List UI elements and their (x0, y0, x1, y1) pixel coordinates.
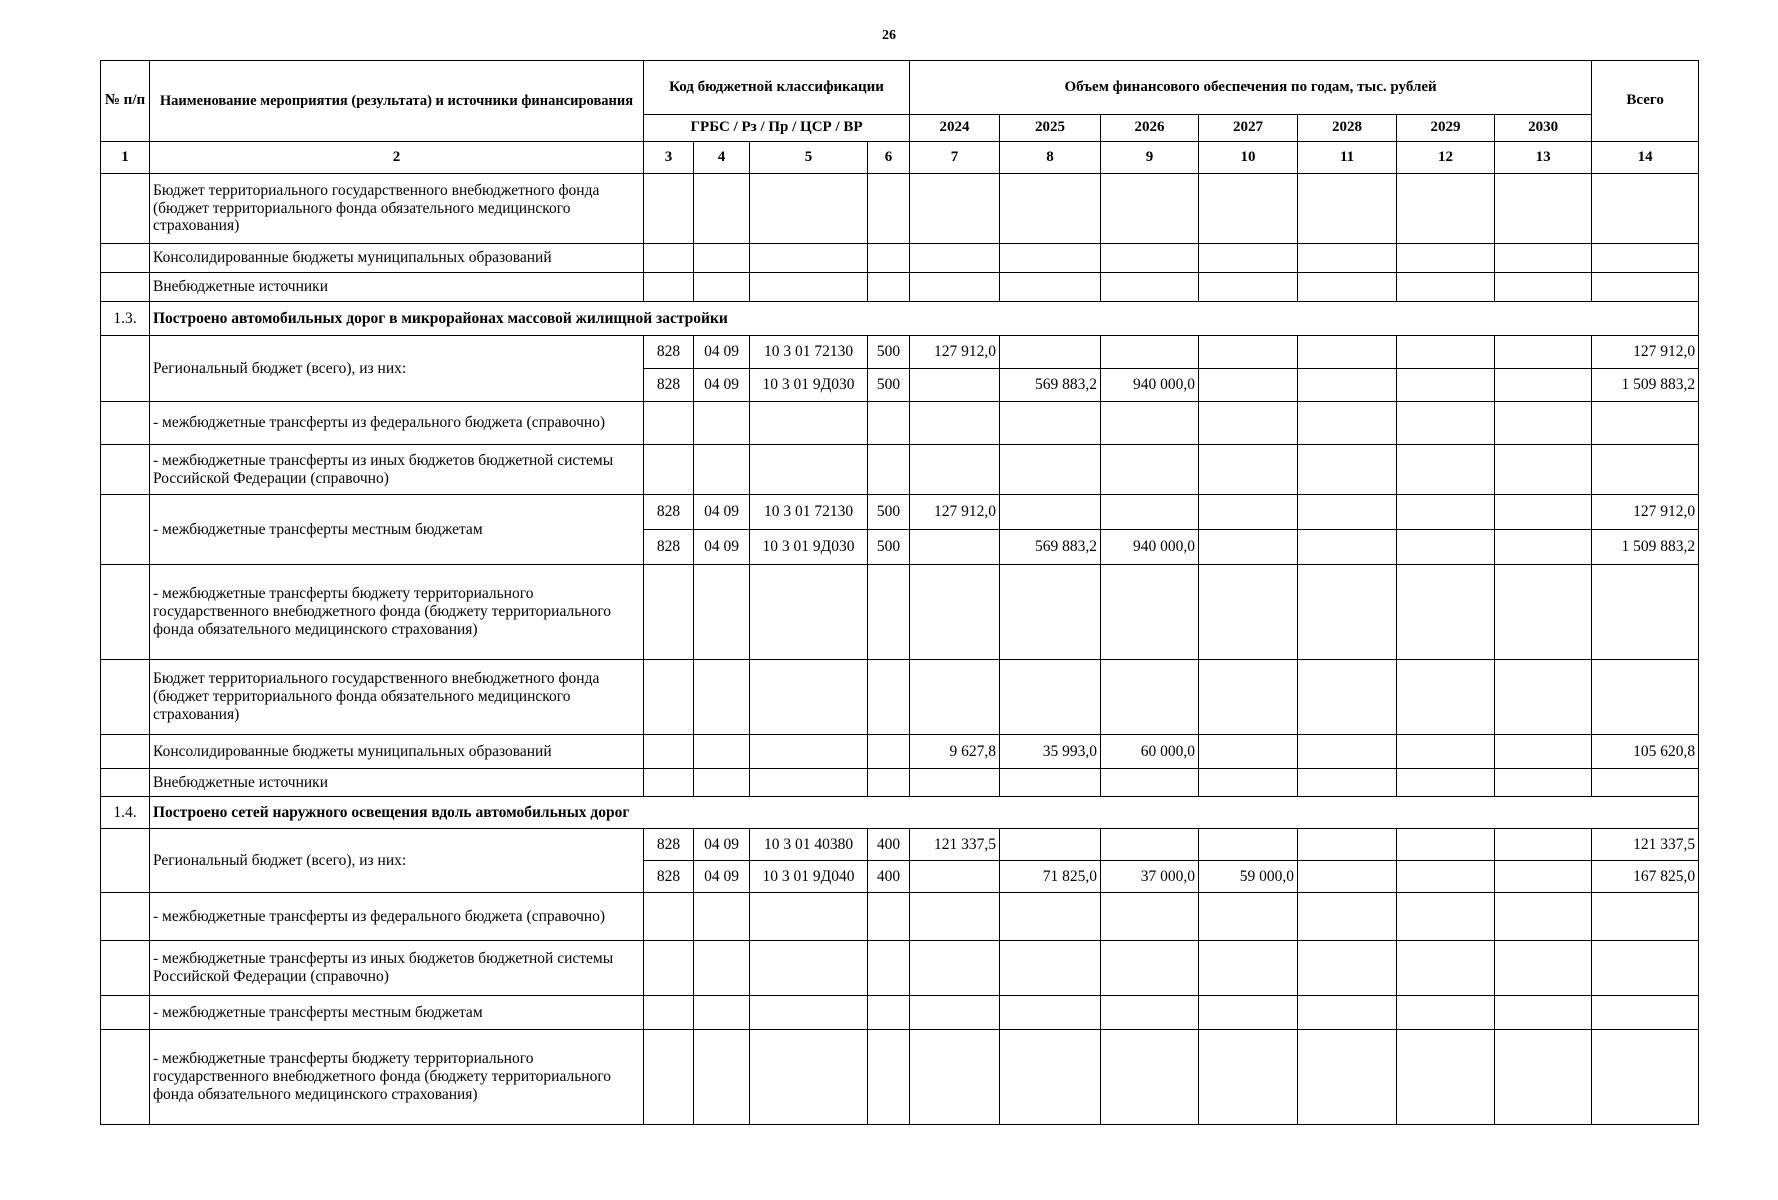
vr-cell: 400 (868, 829, 910, 861)
total-cell: 121 337,5 (1592, 829, 1699, 861)
section-number: 1.3. (101, 302, 150, 336)
col-number: 1 (101, 142, 150, 174)
header-volume-group: Объем финансового обеспечения по годам, тыс. рублей (910, 61, 1592, 115)
col-number: 14 (1592, 142, 1699, 174)
table-row (101, 244, 1699, 273)
row-name: Внебюджетные источники (150, 273, 644, 302)
table-row (101, 660, 1699, 735)
rz-cell: 04 09 (694, 369, 750, 402)
table-row (101, 445, 1699, 495)
column-number-row (101, 142, 1699, 174)
header-year: 2029 (1397, 115, 1495, 142)
row-name: - межбюджетные трансферты из иных бюджетов бюджетной системы Российской Федерации (справочно) (150, 445, 644, 495)
table-row (101, 735, 1699, 769)
row-name: Региональный бюджет (всего), из них: (150, 829, 644, 893)
row-name: Внебюджетные источники (150, 769, 644, 797)
page-number: 26 (882, 28, 896, 43)
value-cell: 60 000,0 (1101, 735, 1199, 769)
col-number: 6 (868, 142, 910, 174)
header-total: Всего (1592, 61, 1699, 142)
section-row (101, 302, 1699, 336)
value-cell: 569 883,2 (1000, 369, 1101, 402)
row-name: Региональный бюджет (всего), из них: (150, 336, 644, 402)
table-row (101, 941, 1699, 996)
table-row (101, 769, 1699, 797)
row-name: Консолидированные бюджеты муниципальных образований (150, 244, 644, 273)
grbs-cell: 828 (644, 369, 694, 402)
table-row (101, 402, 1699, 445)
grbs-cell: 828 (644, 495, 694, 530)
total-cell: 167 825,0 (1592, 861, 1699, 893)
vr-cell: 500 (868, 495, 910, 530)
row-name: - межбюджетные трансферты местным бюджетам (150, 495, 644, 565)
header-no: № п/п (101, 61, 150, 142)
header-year: 2030 (1495, 115, 1592, 142)
total-cell: 1 509 883,2 (1592, 369, 1699, 402)
row-name: Бюджет территориального государственного внебюджетного фонда (бюджет территориального фонда обязательного медицинского страхования) (150, 660, 644, 735)
csr-cell: 10 3 01 9Д030 (750, 369, 868, 402)
header-year: 2025 (1000, 115, 1101, 142)
csr-cell: 10 3 01 40380 (750, 829, 868, 861)
col-number: 10 (1199, 142, 1298, 174)
total-cell: 127 912,0 (1592, 336, 1699, 369)
vr-cell: 500 (868, 336, 910, 369)
section-row (101, 797, 1699, 829)
rz-cell: 04 09 (694, 861, 750, 893)
col-number: 13 (1495, 142, 1592, 174)
total-cell: 1 509 883,2 (1592, 530, 1699, 565)
csr-cell: 10 3 01 9Д030 (750, 530, 868, 565)
table-row (101, 174, 1699, 244)
value-cell: 59 000,0 (1199, 861, 1298, 893)
section-title: Построено сетей наружного освещения вдоль автомобильных дорог (150, 797, 1699, 829)
header-year: 2028 (1298, 115, 1397, 142)
value-cell: 9 627,8 (910, 735, 1000, 769)
csr-cell: 10 3 01 72130 (750, 495, 868, 530)
value-cell: 940 000,0 (1101, 369, 1199, 402)
value-cell: 37 000,0 (1101, 861, 1199, 893)
row-name: - межбюджетные трансферты из иных бюджетов бюджетной системы Российской Федерации (справочно) (150, 941, 644, 996)
header-code-sub: ГРБС / Рз / Пр / ЦСР / ВР (644, 115, 910, 142)
row-name: Бюджет территориального государственного внебюджетного фонда (бюджет территориального фонда обязательного медицинского страхования) (150, 174, 644, 244)
table-row (101, 996, 1699, 1030)
grbs-cell: 828 (644, 336, 694, 369)
col-number: 3 (644, 142, 694, 174)
col-number: 12 (1397, 142, 1495, 174)
value-cell: 940 000,0 (1101, 530, 1199, 565)
col-number: 4 (694, 142, 750, 174)
col-number: 9 (1101, 142, 1199, 174)
csr-cell: 10 3 01 72130 (750, 336, 868, 369)
rz-cell: 04 09 (694, 495, 750, 530)
header-year: 2027 (1199, 115, 1298, 142)
section-number: 1.4. (101, 797, 150, 829)
csr-cell: 10 3 01 9Д040 (750, 861, 868, 893)
budget-table (100, 60, 1699, 1125)
row-name: - межбюджетные трансферты бюджету территориального государственного внебюджетного фонда (бюджету территориального фонда обязательного медицинского страхования) (150, 1030, 644, 1125)
header-name: Наименование мероприятия (результата) и источники финансирования (150, 61, 644, 142)
table-row (101, 1030, 1699, 1125)
value-cell: 569 883,2 (1000, 530, 1101, 565)
table-row (101, 829, 1699, 861)
rz-cell: 04 09 (694, 829, 750, 861)
table-row (101, 273, 1699, 302)
table-row (101, 565, 1699, 660)
header-year: 2024 (910, 115, 1000, 142)
value-cell: 127 912,0 (910, 495, 1000, 530)
row-name: - межбюджетные трансферты из федерального бюджета (справочно) (150, 893, 644, 941)
table-row (101, 893, 1699, 941)
value-cell: 35 993,0 (1000, 735, 1101, 769)
row-name: - межбюджетные трансферты бюджету территориального государственного внебюджетного фонда (бюджету территориального фонда обязательного медицинского страхования) (150, 565, 644, 660)
grbs-cell: 828 (644, 829, 694, 861)
total-cell: 127 912,0 (1592, 495, 1699, 530)
col-number: 5 (750, 142, 868, 174)
header-year: 2026 (1101, 115, 1199, 142)
row-name: - межбюджетные трансферты местным бюджетам (150, 996, 644, 1030)
col-number: 2 (150, 142, 644, 174)
value-cell: 71 825,0 (1000, 861, 1101, 893)
rz-cell: 04 09 (694, 336, 750, 369)
col-number: 8 (1000, 142, 1101, 174)
rz-cell: 04 09 (694, 530, 750, 565)
grbs-cell: 828 (644, 530, 694, 565)
value-cell: 121 337,5 (910, 829, 1000, 861)
row-name: - межбюджетные трансферты из федерального бюджета (справочно) (150, 402, 644, 445)
grbs-cell: 828 (644, 861, 694, 893)
table-row (101, 495, 1699, 530)
vr-cell: 400 (868, 861, 910, 893)
value-cell: 127 912,0 (910, 336, 1000, 369)
section-title: Построено автомобильных дорог в микрорайонах массовой жилищной застройки (150, 302, 1699, 336)
total-cell: 105 620,8 (1592, 735, 1699, 769)
table-row (101, 336, 1699, 369)
header-code-group: Код бюджетной классификации (644, 61, 910, 115)
row-name: Консолидированные бюджеты муниципальных образований (150, 735, 644, 769)
vr-cell: 500 (868, 369, 910, 402)
col-number: 7 (910, 142, 1000, 174)
vr-cell: 500 (868, 530, 910, 565)
col-number: 11 (1298, 142, 1397, 174)
